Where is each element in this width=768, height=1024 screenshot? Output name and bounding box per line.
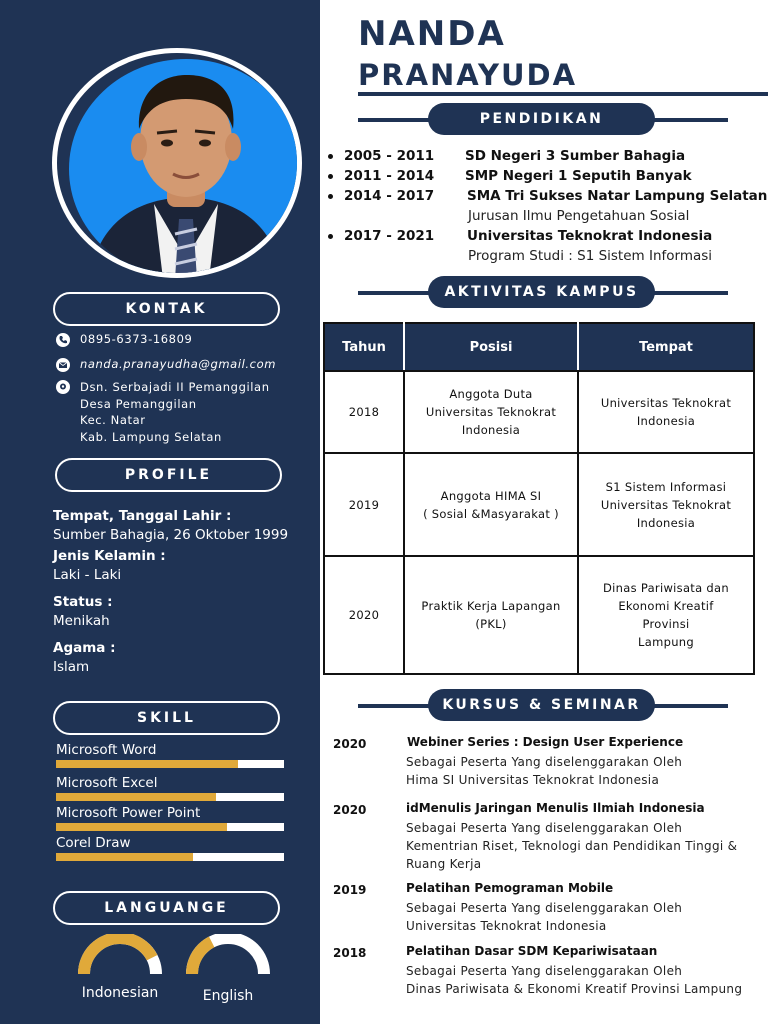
address-lines xyxy=(80,379,270,445)
skill-bar-fill xyxy=(56,793,216,801)
skill-name: Microsoft Power Point xyxy=(56,805,201,821)
name-first: NANDA xyxy=(358,14,506,54)
course-title: idMenulis Jaringan Menulis Ilmiah Indonesia xyxy=(406,801,705,815)
course-year: 2019 xyxy=(333,883,367,897)
contact-phone xyxy=(56,332,192,347)
course-year: 2020 xyxy=(333,803,367,817)
status-value: Menikah xyxy=(53,613,110,629)
bullet xyxy=(328,154,333,159)
course-desc-line: Universitas Teknokrat Indonesia xyxy=(406,919,607,933)
course-title: Webiner Series : Design User Experience xyxy=(407,735,684,749)
address-line: Kab. Lampung Selatan xyxy=(80,429,222,444)
skill-name: Microsoft Word xyxy=(56,742,157,758)
bullet xyxy=(328,194,333,199)
skill-item xyxy=(56,742,284,768)
bullet xyxy=(328,234,333,239)
course-desc-line: Ruang Kerja xyxy=(406,857,482,871)
courses-heading: KURSUS & SEMINAR xyxy=(428,689,655,721)
cell-line: Universitas Teknokrat xyxy=(600,497,732,512)
skill-bar xyxy=(56,793,284,801)
profile-heading: PROFILE xyxy=(55,458,282,492)
cell-place xyxy=(578,556,754,674)
skill-bar xyxy=(56,853,284,861)
skill-item xyxy=(56,805,284,831)
cell-year: 2019 xyxy=(324,453,404,556)
portrait-illustration xyxy=(69,59,302,278)
table-row xyxy=(324,453,754,556)
skill-bar-fill xyxy=(56,823,227,831)
course-desc-line: Sebagai Peserta Yang diselenggarakan Oleh xyxy=(406,901,683,915)
table-row xyxy=(324,371,754,453)
status-label: Status : xyxy=(53,594,113,610)
course-description xyxy=(406,819,737,873)
cell-line: Anggota HIMA SI xyxy=(440,488,542,503)
cell-line: Praktik Kerja Lapangan xyxy=(421,599,561,613)
skill-bar xyxy=(56,760,284,768)
cell-line: Provinsi xyxy=(642,617,690,631)
skill-item xyxy=(56,775,284,801)
photo-background xyxy=(69,59,302,278)
table-row xyxy=(324,556,754,674)
bullet xyxy=(328,174,333,179)
skill-bar xyxy=(56,823,284,831)
education-years: 2005 - 2011 xyxy=(344,148,435,164)
course-year: 2018 xyxy=(333,946,367,960)
education-school: SMP Negeri 1 Seputih Banyak xyxy=(465,168,692,184)
column-header: Tahun xyxy=(324,323,404,371)
cell-year: 2020 xyxy=(324,556,404,674)
cell-line: Dinas Pariwisata dan xyxy=(603,581,729,595)
education-years: 2011 - 2014 xyxy=(344,168,435,184)
cell-line: Ekonomi Kreatif xyxy=(618,599,714,613)
table-header-row xyxy=(324,323,754,371)
course-desc-line: Hima SI Universitas Teknokrat Indonesia xyxy=(406,773,660,787)
education-school: SD Negeri 3 Sumber Bahagia xyxy=(465,148,686,164)
skill-bar-fill xyxy=(56,760,238,768)
cell-position xyxy=(404,453,578,556)
cell-line: S1 Sistem Informasi xyxy=(605,479,727,494)
gender-value: Laki - Laki xyxy=(53,567,122,583)
course-desc-line: Sebagai Peserta Yang diselenggarakan Oleh xyxy=(406,964,683,978)
religion-value: Islam xyxy=(53,659,90,675)
education-heading: PENDIDIKAN xyxy=(428,103,655,135)
email-icon xyxy=(56,358,70,372)
cell-position xyxy=(404,371,578,453)
address-line: Kec. Natar xyxy=(80,413,146,427)
course-description xyxy=(406,962,742,998)
education-school: Universitas Teknokrat Indonesia xyxy=(467,228,713,244)
education-detail: Jurusan Ilmu Pengetahuan Sosial xyxy=(468,208,690,224)
name-last: PRANAYUDA xyxy=(358,58,578,92)
cell-line: Indonesia xyxy=(636,414,696,428)
language-gauge xyxy=(78,934,162,976)
cell-line: ( Sosial &Masyarakat ) xyxy=(423,506,559,521)
cell-line: Universitas Teknokrat xyxy=(600,396,732,410)
contact-heading: KONTAK xyxy=(53,292,280,326)
skill-name: Microsoft Excel xyxy=(56,775,158,791)
education-years: 2014 - 2017 xyxy=(344,188,435,204)
education-detail: Program Studi : S1 Sistem Informasi xyxy=(468,248,713,264)
education-school: SMA Tri Sukses Natar Lampung Selatan xyxy=(467,188,768,204)
skill-heading: SKILL xyxy=(53,701,280,735)
profile-photo xyxy=(52,48,302,278)
column-header: Posisi xyxy=(404,323,578,371)
skill-item xyxy=(56,835,284,861)
course-desc-line: Sebagai Peserta Yang diselenggarakan Oleh xyxy=(406,821,683,835)
language-item xyxy=(186,934,270,1004)
phone-icon xyxy=(56,333,70,347)
language-item xyxy=(78,934,162,1001)
cell-line: Indonesia xyxy=(636,515,696,530)
skill-name: Corel Draw xyxy=(56,835,131,851)
religion-label: Agama : xyxy=(53,640,116,656)
location-pin-icon xyxy=(56,380,70,394)
language-name: English xyxy=(202,988,254,1004)
sidebar xyxy=(0,0,320,1024)
contact-address xyxy=(56,379,270,445)
cell-line: Anggota Duta xyxy=(449,387,533,401)
language-gauge xyxy=(186,934,270,976)
address-line: Dsn. Serbajadi II Pemanggilan xyxy=(80,380,270,394)
column-header: Tempat xyxy=(578,323,754,371)
skill-bar-fill xyxy=(56,853,193,861)
cell-line: Indonesia xyxy=(461,423,521,437)
birth-label: Tempat, Tanggal Lahir : xyxy=(53,508,232,524)
cell-line: Universitas Teknokrat xyxy=(425,405,557,419)
gender-label: Jenis Kelamin : xyxy=(53,548,166,564)
course-desc-line: Sebagai Peserta Yang diselenggarakan Oleh xyxy=(406,755,683,769)
course-description xyxy=(406,753,682,789)
birth-value: Sumber Bahagia, 26 Oktober 1999 xyxy=(53,527,289,543)
course-desc-line: Dinas Pariwisata & Ekonomi Kreatif Provinsi Lampung xyxy=(406,982,743,996)
course-year: 2020 xyxy=(333,737,367,751)
address-line: Desa Pemanggilan xyxy=(80,396,197,411)
course-description xyxy=(406,899,682,935)
course-title: Pelatihan Dasar SDM Kepariwisataan xyxy=(406,944,658,958)
email-address: nanda.pranayudha@gmail.com xyxy=(80,357,277,371)
course-title: Pelatihan Pemograman Mobile xyxy=(406,881,614,895)
phone-number: 0895-6373-16809 xyxy=(80,332,193,346)
cell-line: Lampung xyxy=(638,635,694,649)
language-name: Indonesian xyxy=(81,985,159,1001)
activities-table xyxy=(323,322,755,675)
cell-place xyxy=(578,371,754,453)
name-divider xyxy=(358,92,768,96)
cell-line: (PKL) xyxy=(475,617,507,631)
activities-heading: AKTIVITAS KAMPUS xyxy=(428,276,655,308)
cell-position xyxy=(404,556,578,674)
cell-year: 2018 xyxy=(324,371,404,453)
cell-place xyxy=(578,453,754,556)
language-heading: LANGUANGE xyxy=(53,891,280,925)
education-years: 2017 - 2021 xyxy=(344,228,435,244)
course-desc-line: Kementrian Riset, Teknologi dan Pendidikan Tinggi & xyxy=(406,839,738,853)
contact-email xyxy=(56,357,276,372)
profile-details xyxy=(53,503,313,675)
